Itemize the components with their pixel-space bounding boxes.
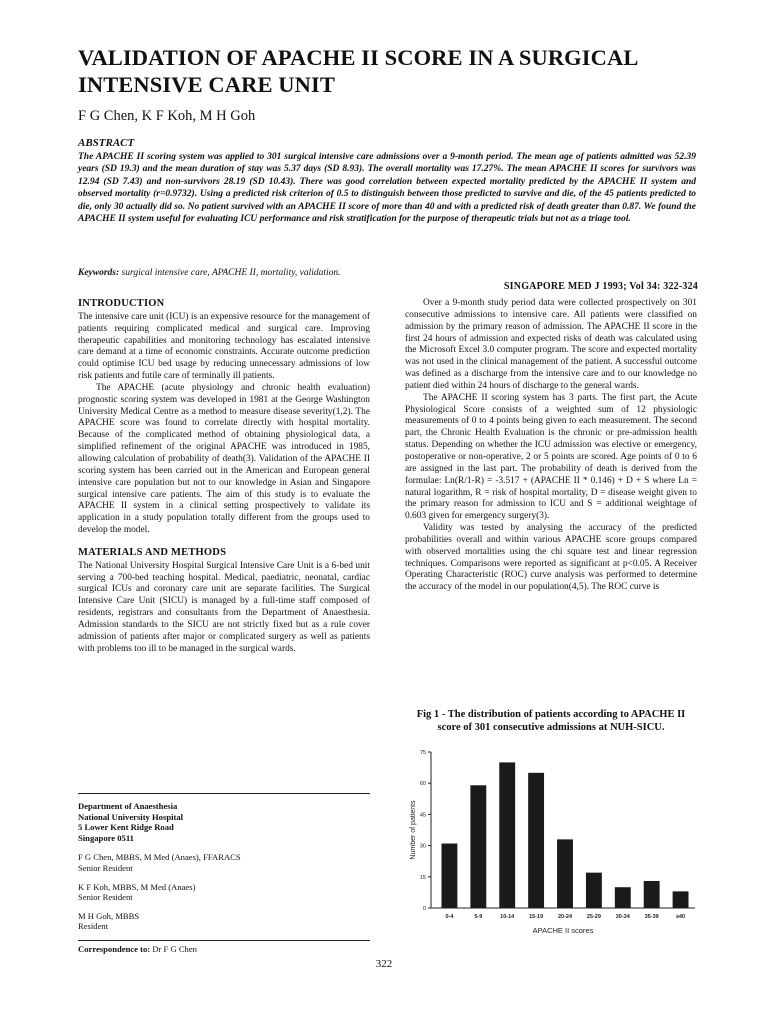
introduction-heading: INTRODUCTION [78, 298, 165, 309]
correspondence [78, 940, 370, 955]
methods-heading: MATERIALS AND METHODS [78, 546, 227, 558]
right-paragraph-2: The APACHE II scoring system has 3 parts. The first part, the Acute Physiological Score consists of a weighted sum of 12 physiologic measurements of 0 to 4 points being given to each measurement. The second part, the Chronic Health Evaluation is the chronic or pre-admission health status. Depending on whether the ICU admission was elective or emergency, postoperative or non-operative, 2 or 5 points are scored. Age points of 0 to 6 are assigned in the last part. The probability of death is derived from the formulae: Ln(R/1-R) = -3.517 + (APACHE II * 0.146) + D + S where Ln = natural logarithm, R = risk of hospital mortality, D = disease weight given to the primary reason for admission to ICU and S = additional weightage of 0.603 given for emergency surgery(3). [405, 392, 697, 522]
author-credential [78, 911, 370, 932]
journal-citation: SINGAPORE MED J 1993; Vol 34: 322-324 [503, 281, 698, 292]
bar-0-4 [442, 844, 458, 908]
dept-line: Department of Anaesthesia [78, 801, 178, 811]
x-tick-label: 0-4 [445, 914, 454, 920]
article-title: VALIDATION OF APACHE II SCORE IN A SURGICAL INTENSIVE CARE UNIT [78, 45, 638, 97]
y-axis-label: Number of patients [410, 800, 417, 860]
y-tick-label: 45 [419, 812, 426, 819]
x-tick-label: ≥40 [675, 914, 686, 920]
y-tick-label: 75 [419, 750, 426, 756]
keywords-text: surgical intensive care, APACHE II, mortality, validation. [121, 268, 341, 278]
correspondence-label: Correspondence to: [78, 943, 151, 954]
keywords-label: Keywords: [78, 268, 120, 278]
bar-30-34 [615, 887, 631, 908]
author-name: F G Chen, MBBS, M Med (Anaes), FFARACS [78, 852, 241, 863]
bar-5-9 [470, 785, 486, 908]
apache-distribution-chart [405, 744, 705, 940]
x-tick-label: 15-19 [529, 914, 544, 920]
y-tick-label: 60 [419, 781, 426, 788]
keywords [78, 267, 696, 279]
author-credential [78, 852, 370, 873]
x-tick-label: 20-24 [557, 914, 573, 920]
page-number: 322 [375, 958, 393, 970]
author-name: K F Koh, MBBS, M Med (Anaes) [78, 881, 196, 892]
bar-10-14 [499, 762, 515, 908]
author-role: Senior Resident [78, 862, 133, 873]
bar-35-39 [644, 881, 660, 908]
correspondence-name: Dr F G Chen [152, 943, 197, 954]
y-tick-label: 30 [419, 843, 426, 850]
bar-25-29 [586, 873, 602, 908]
department-address [78, 801, 370, 843]
abstract-heading: ABSTRACT [78, 137, 135, 149]
intro-paragraph-1: The intensive care unit (ICU) is an expensive resource for the management of patients requiring complicated medical and surgical care. Improving therapeutic capabilities and monitoring technology has escalated intensive care demand at a time of economic constraints. Accurate outcome prediction could optimise ICU bed usage by reducing unnecessary admissions of low risk patients and futile care of terminally ill patients. [78, 311, 370, 382]
author-name: M H Goh, MBBS [78, 910, 140, 921]
right-paragraph-1: Over a 9-month study period data were collected prospectively on 301 consecutive admissions to intensive care. All patients were classified on admission by the primary reason of admission. The APACHE II score in the first 24 hours of admission and expected risks of death was calculated using the Microsoft Excel 3.0 computer program. The score and expected mortality was not used in the clinical management of the patient. A successful outcome was defined as a discharge from the intensive care and to our knowledge no patient died within 24 hours of discharge to the general wards. [405, 298, 697, 391]
dept-line: 5 Lower Kent Ridge Road [78, 822, 174, 833]
x-axis-label: APACHE II scores [532, 926, 594, 935]
y-tick-label: 0 [422, 906, 426, 912]
right-column [405, 298, 697, 594]
author-affiliation [78, 793, 370, 955]
abstract-text: The APACHE II scoring system was applied to 301 surgical intensive care admissions over a 9-month period. The mean age of patients admitted was 52.39 years (SD 19.3) and the mean duration of stay was 5.37 days (SD 8.93). The overall mortality was 17.27%. The mean APACHE II scores for survivors was 12.94 (SD 7.43) and non-survivors 28.19 (SD 10.43). There was good correlation between expected mortality predicted by the APACHE II system and observed mortality (r=0.9732). Using a predicted risk criterion of 0.5 to distinguish between those predicted to survive and die, of the 45 patients predicted to die, only 30 actually did so. No patient survived with an APACHE II score of more than 40 and with a predicted risk of death greater than 0.87. We found the APACHE II system useful for evaluating ICU performance and risk stratification for the purpose of therapeutic trials but not as a triage tool. [78, 152, 696, 225]
chart-svg [405, 744, 705, 940]
author-role: Resident [78, 921, 109, 932]
dept-line: Singapore 0511 [78, 832, 134, 843]
y-tick-label: 15 [419, 874, 426, 881]
x-tick-label: 35-39 [644, 914, 659, 920]
bar-20-24 [557, 839, 573, 908]
author-credential [78, 882, 370, 903]
left-column [78, 298, 370, 655]
x-tick-label: 30-34 [615, 914, 630, 920]
x-tick-label: 25-29 [586, 914, 601, 920]
x-tick-label: 10-14 [500, 914, 515, 920]
bar-15-19 [528, 773, 544, 908]
author-list: F G Chen, K F Koh, M H Goh [78, 108, 256, 124]
methods-paragraph-1: The National University Hospital Surgical Intensive Care Unit is a 6-bed unit serving a 700-bed teaching hospital. Medical, paediatric, neonatal, cardiac surgical ICUs and coronary care unit are separate facilities. The Surgical Intensive Care Unit (SICU) is managed by a full-time staff composed of residents, registrars and consultants from the Department of Anaesthesia. Admission standards to the SICU are not strictly fixed but as a rule cover admission of patients after major or complicated surgery as well as patients with problems too ill to be managed in the surgical wards. [78, 560, 370, 654]
author-role: Senior Resident [78, 892, 133, 903]
bar-≥40 [673, 891, 689, 908]
intro-paragraph-2: The APACHE (acute physiology and chronic health evaluation) prognostic scoring system was developed in 1981 at the George Washington University Medical Centre as a method to measure disease severity(1,2). The APACHE score was found to correlate directly with hospital mortality. Because of the complicated method of obtaining physiological data, a simplified refinement of the original APACHE was introduced in 1985, allowing calculation of probability of death(3). Validation of the APACHE II scoring system has been carried out in the American and European general intensive care population but not to our knowledge in Asian and Singapore surgical intensive care patients. The aim of this study is to evaluate the APACHE II system in a clinical setting prospectively to validate its application in a study population totally different from the groups used to develop the model. [78, 382, 370, 536]
right-paragraph-3: Validity was tested by analysing the accuracy of the predicted probabilities overall and within various APACHE score groups compared with observed mortalities using the chi square test and linear regression techniques. Comparisons were reported as significant at p<0.05. A Receiver Operating Characteristic (ROC) curve analysis was performed to determine the accuracy of the model in our population(4,5). The ROC curve is [405, 523, 697, 593]
dept-line: National University Hospital [78, 811, 184, 822]
figure-caption: Fig 1 - The distribution of patients according to APACHE II score of 301 consecutive admissions at NUH-SICU. [416, 709, 686, 733]
x-tick-label: 5-9 [474, 914, 483, 920]
